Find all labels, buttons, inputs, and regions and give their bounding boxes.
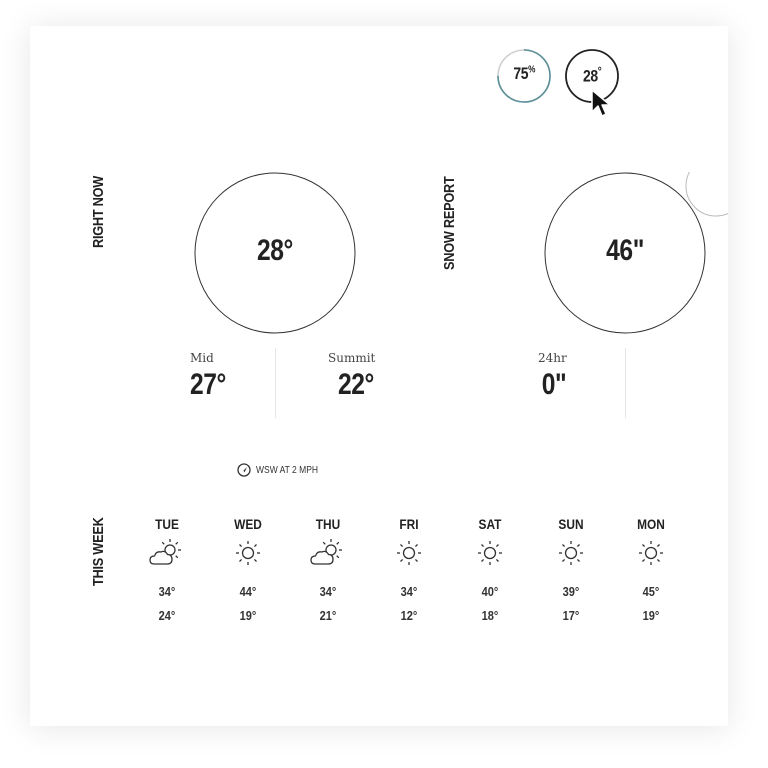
forecast-day-name: WED [234, 516, 262, 532]
forecast-high: 34° [158, 584, 176, 599]
forecast-day [621, 516, 681, 623]
forecast-low: 24° [158, 608, 176, 623]
temp-badge-unit: ° [597, 64, 602, 78]
forecast-high: 34° [400, 584, 418, 599]
humidity-value: 75 [513, 64, 528, 83]
forecast-day-name: TUE [155, 516, 179, 532]
forecast-high: 40° [481, 584, 499, 599]
forecast-day [379, 516, 439, 623]
sun-icon [621, 538, 681, 578]
sun-icon [460, 538, 520, 578]
humidity-unit: % [527, 64, 535, 76]
forecast-day-name: SUN [558, 516, 584, 532]
snow-24hr-label: 24hr [538, 351, 567, 365]
mouse-cursor [590, 88, 616, 120]
humidity-badge[interactable] [496, 48, 552, 104]
snow-divider [625, 348, 626, 418]
forecast-low: 19° [239, 608, 257, 623]
right-now-divider [275, 348, 276, 418]
partly-cloudy-icon [298, 538, 358, 578]
current-temp-value: 28° [257, 234, 293, 267]
forecast-high: 34° [319, 584, 337, 599]
forecast-low: 12° [400, 608, 418, 623]
partly-cloudy-icon [137, 538, 197, 578]
wind-direction-icon [237, 463, 251, 477]
weather-card [30, 26, 728, 726]
snow-24hr-value: 0" [541, 368, 567, 401]
mid-label: Mid [190, 351, 214, 365]
forecast-high: 45° [642, 584, 660, 599]
sun-icon [218, 538, 278, 578]
forecast-low: 18° [481, 608, 499, 623]
right-now-title: RIGHT NOW [90, 175, 107, 248]
snow-report-title: SNOW REPORT [441, 176, 458, 270]
snow-total-value: 46" [606, 234, 644, 267]
forecast-day [460, 516, 520, 623]
forecast-day [298, 516, 358, 623]
sun-icon [379, 538, 439, 578]
sun-icon [541, 538, 601, 578]
forecast-day [541, 516, 601, 623]
forecast-high: 39° [562, 584, 580, 599]
wind-text: WSW AT 2 MPH [256, 464, 319, 476]
forecast-day-name: SAT [478, 516, 502, 532]
forecast-day-name: FRI [399, 516, 419, 532]
mid-temp-value: 27° [190, 368, 226, 401]
forecast-low: 21° [319, 608, 337, 623]
forecast-day [137, 516, 197, 623]
forecast-day [218, 516, 278, 623]
forecast-low: 17° [562, 608, 580, 623]
forecast-low: 19° [642, 608, 660, 623]
summit-label: Summit [328, 351, 376, 365]
summit-temp-value: 22° [338, 368, 374, 401]
wind-info [237, 463, 329, 477]
forecast-day-name: THU [315, 516, 341, 532]
this-week-title: THIS WEEK [90, 517, 107, 586]
temp-badge-value: 28 [582, 66, 598, 86]
forecast-high: 44° [239, 584, 257, 599]
forecast-day-name: MON [637, 516, 665, 532]
